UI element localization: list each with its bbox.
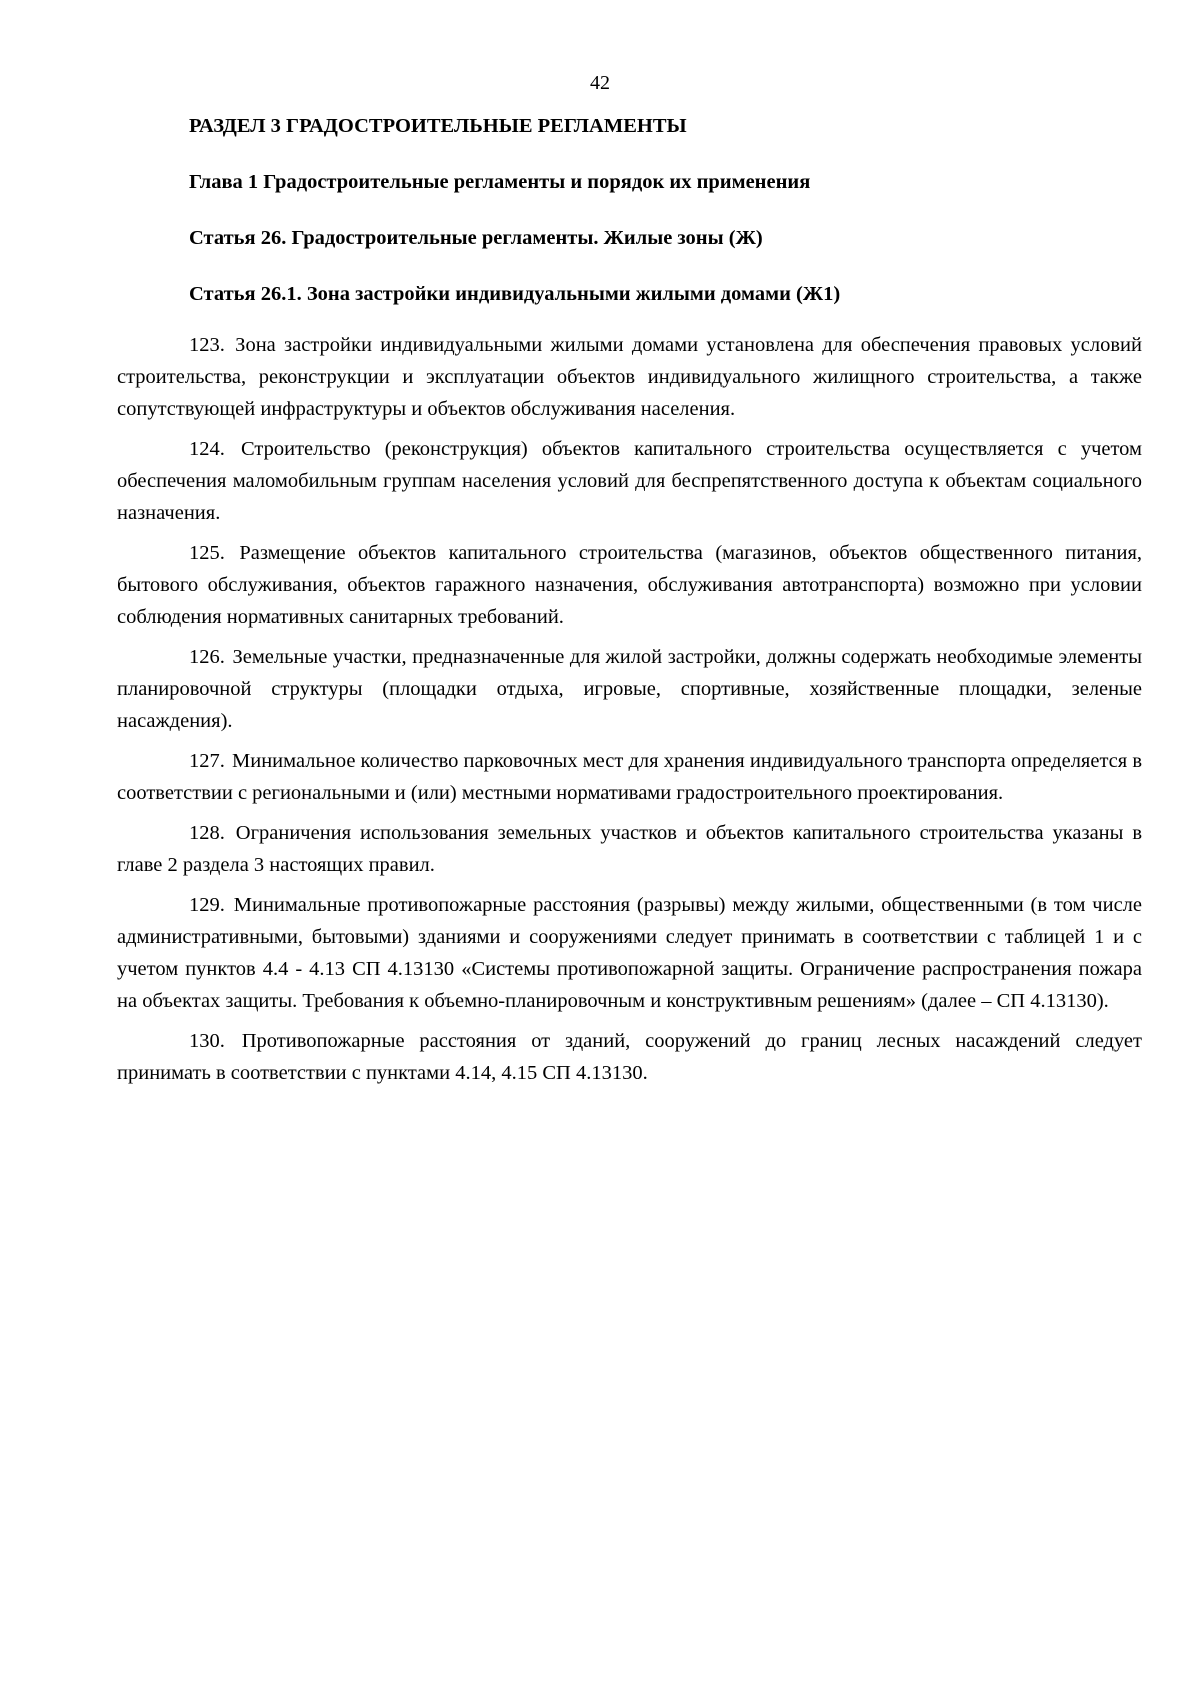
paragraph-number: 125. xyxy=(189,542,225,564)
paragraph-number: 129. xyxy=(189,894,225,916)
article-heading: Статья 26. Градостроительные регламенты. Жилые зоны (Ж) xyxy=(189,227,763,249)
paragraph-text: Противопожарные расстояния от зданий, сооружений до границ лесных насаждений следует принимать в соответствии с пунктами 4.14, 4.15 СП 4.13130. xyxy=(117,1030,1142,1084)
paragraph-number: 126. xyxy=(189,646,225,668)
paragraph-number: 130. xyxy=(189,1030,225,1052)
paragraph-130 xyxy=(117,1025,1142,1089)
document-body xyxy=(117,112,1142,1097)
section-heading: РАЗДЕЛ 3 ГРАДОСТРОИТЕЛЬНЫЕ РЕГЛАМЕНТЫ xyxy=(189,115,687,137)
paragraph-number: 124. xyxy=(189,438,225,460)
paragraph-124 xyxy=(117,433,1142,529)
paragraph-number: 128. xyxy=(189,822,225,844)
paragraph-129 xyxy=(117,889,1142,1017)
paragraph-text: Строительство (реконструкция) объектов капитального строительства осуществляется с учетом обеспечения маломобильным группам населения условий для беспрепятственного доступа к объектам социального назначения. xyxy=(117,438,1143,524)
page-number: 42 xyxy=(590,72,610,94)
paragraph-text: Минимальное количество парковочных мест для хранения индивидуального транспорта определяется в соответствии с региональными и (или) местными нормативами градостроительного проектирования. xyxy=(117,750,1143,804)
paragraph-123 xyxy=(117,329,1142,425)
paragraph-text: Ограничения использования земельных участков и объектов капитального строительства указаны в главе 2 раздела 3 настоящих правил. xyxy=(117,822,1143,876)
paragraph-number: 123. xyxy=(189,334,225,356)
paragraph-text: Размещение объектов капитального строительства (магазинов, объектов общественного питания, бытового обслуживания, объектов гаражного назначения, обслуживания автотранспорта) возможно при условии соблюдения нормативных санитарных требований. xyxy=(117,542,1143,628)
paragraph-127 xyxy=(117,745,1142,809)
chapter-heading: Глава 1 Градостроительные регламенты и порядок их применения xyxy=(189,171,811,193)
paragraph-126 xyxy=(117,641,1142,737)
paragraph-125 xyxy=(117,537,1142,633)
subarticle-heading: Статья 26.1. Зона застройки индивидуальными жилыми домами (Ж1) xyxy=(189,283,841,305)
paragraph-128 xyxy=(117,817,1142,881)
paragraph-number: 127. xyxy=(189,750,225,772)
paragraph-text: Минимальные противопожарные расстояния (разрывы) между жилыми, общественными (в том числе административными, бытовыми) зданиями и сооружениями следует принимать в соответствии с таблицей 1 и с учетом пунктов 4.4 - 4.13 СП 4.13130 «Системы противопожарной защиты. Ограничение распространения пожара на объектах защиты. Требования к объемно-планировочным и конструктивным решениям» (далее – СП 4.13130). xyxy=(117,894,1143,1012)
paragraph-text: Зона застройки индивидуальными жилыми домами установлена для обеспечения правовых условий строительства, реконструкции и эксплуатации объектов индивидуального жилищного строительства, а также сопутствующей инфраструктуры и объектов обслуживания населения. xyxy=(117,334,1142,420)
paragraph-text: Земельные участки, предназначенные для жилой застройки, должны содержать необходимые элементы планировочной структуры (площадки отдыха, игровые, спортивные, хозяйственные площадки, зеленые насаждения). xyxy=(117,646,1143,732)
